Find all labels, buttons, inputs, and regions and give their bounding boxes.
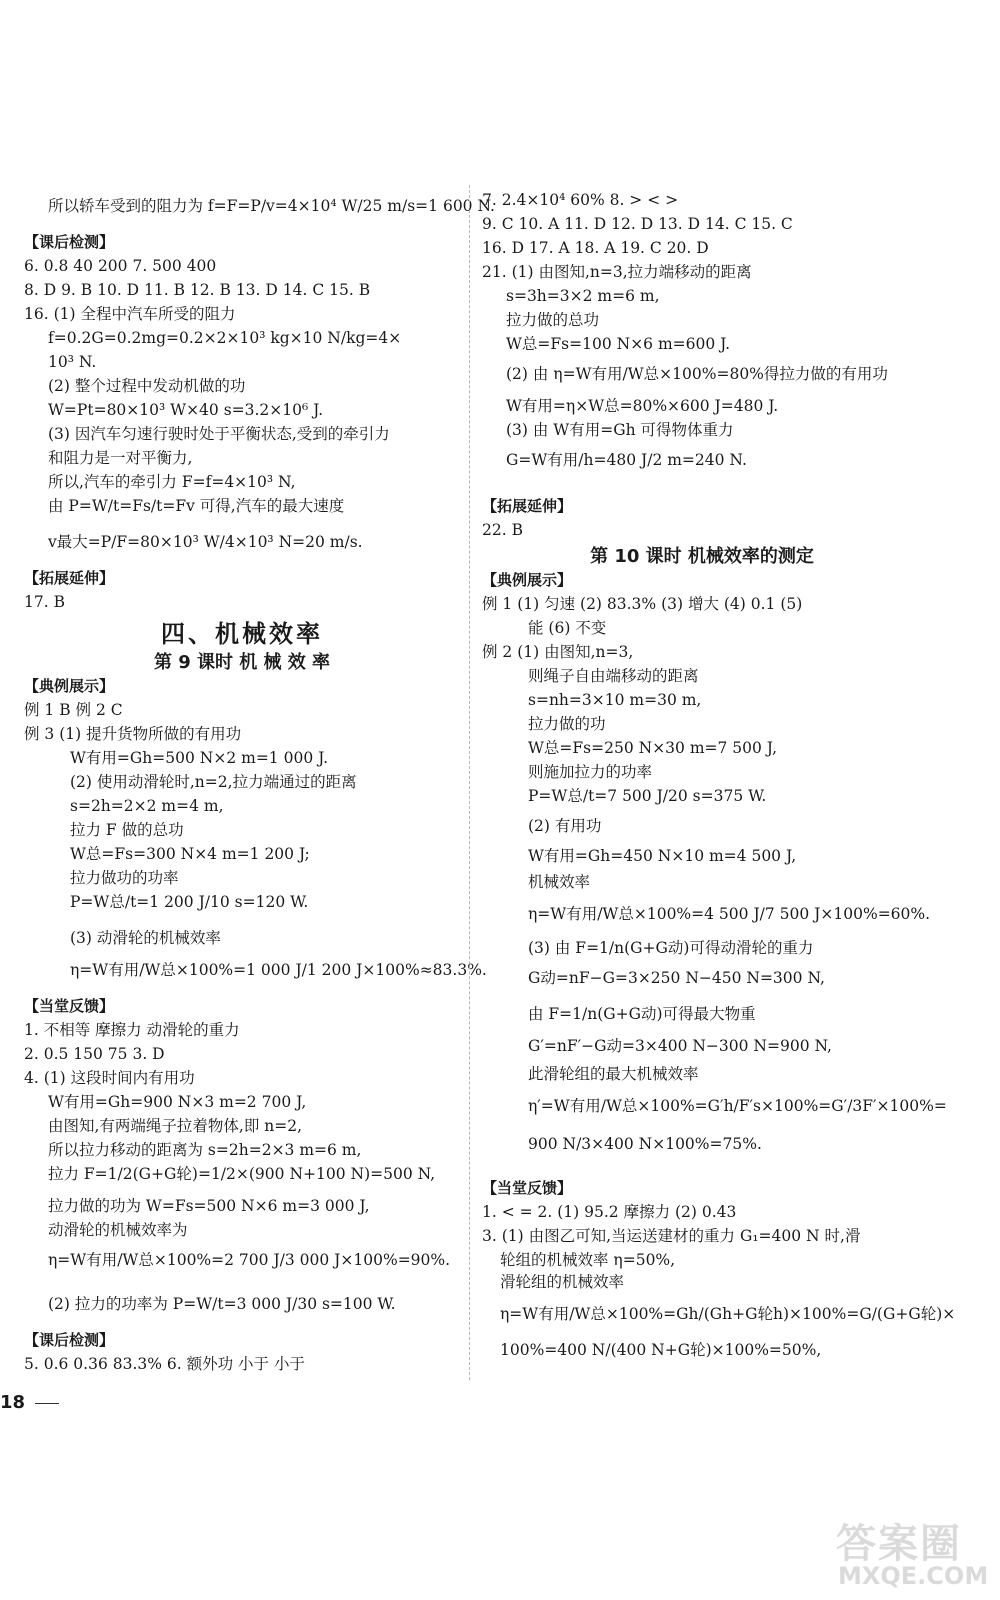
chapter-title: 四、机械效率 (161, 620, 323, 648)
answer-line: 拉力做功的功率 (70, 869, 179, 887)
answer-line: η=W有用/W总×100%=4 500 J/7 500 J×100%=60%. (528, 905, 931, 923)
answer-line: 10³ N. (48, 353, 97, 371)
answer-line: 动滑轮的机械效率为 (48, 1221, 188, 1239)
answer-line: 16. (1) 全程中汽车所受的阻力 (24, 305, 236, 323)
watermark-logo (836, 1512, 989, 1598)
answer-line: (2) 有用功 (528, 817, 602, 835)
answer-line: 由图知,有两端绳子拉着物体,即 n=2, (48, 1117, 303, 1135)
answer-line: 拉力 F=1/2(G+G轮)=1/2×(900 N+100 N)=500 N, (48, 1165, 436, 1183)
answer-line: 由 F=1/n(G+G动)可得最大物重 (528, 1005, 756, 1023)
answer-line: 900 N/3×400 N×100%=75%. (528, 1135, 762, 1153)
answer-line: 机械效率 (528, 873, 591, 891)
answer-line: 22. B (482, 521, 523, 539)
answer-line: W总=Fs=250 N×30 m=7 500 J, (528, 739, 778, 757)
answer-line: W有用=η×W总=80%×600 J=480 J. (506, 397, 779, 415)
answer-line: G动=nF−G=3×250 N−450 N=300 N, (528, 969, 825, 987)
answer-line: G=W有用/h=480 J/2 m=240 N. (506, 451, 747, 469)
answer-line: s=3h=3×2 m=6 m, (506, 287, 660, 305)
answer-line: W总=Fs=100 N×6 m=600 J. (506, 335, 731, 353)
answer-line: 17. B (24, 593, 65, 611)
answer-line: 所以轿车受到的阻力为 f=F=P/v=4×10⁴ W/25 m/s=1 600 N. (48, 197, 495, 215)
answer-line: 能 (6) 不变 (528, 619, 607, 637)
section-header: 【典例展示】 (24, 677, 115, 695)
answer-line: 8. D 9. B 10. D 11. B 12. B 13. D 14. C 15. B (24, 281, 371, 299)
section-header: 【课后检测】 (24, 233, 115, 251)
answer-line: (3) 动滑轮的机械效率 (70, 929, 221, 947)
answer-line: s=nh=3×10 m=30 m, (528, 691, 702, 709)
answer-line: 5. 0.6 0.36 83.3% 6. 额外功 小于 小于 (24, 1355, 305, 1373)
answer-line: W总=Fs=300 N×4 m=1 200 J; (70, 845, 310, 863)
lesson-title: 第 10 课时 机械效率的测定 (590, 546, 814, 567)
answer-line: W有用=Gh=450 N×10 m=4 500 J, (528, 847, 797, 865)
answer-line: 滑轮组的机械效率 (500, 1273, 625, 1291)
answer-line: η=W有用/W总×100%=Gh/(Gh+G轮h)×100%=G/(G+G轮)× (500, 1305, 956, 1323)
answer-line: η=W有用/W总×100%=1 000 J/1 200 J×100%≈83.3%. (70, 961, 487, 979)
column-divider (469, 185, 470, 1380)
page-number-text: 18 (0, 1392, 26, 1413)
answer-line: (2) 整个过程中发动机做的功 (48, 377, 246, 395)
answer-line: 拉力 F 做的总功 (70, 821, 184, 839)
answer-line: 4. (1) 这段时间内有用功 (24, 1069, 195, 1087)
answer-line: W有用=Gh=900 N×3 m=2 700 J, (48, 1093, 307, 1111)
answer-line: (3) 由 W有用=Gh 可得物体重力 (506, 421, 734, 439)
answer-line: 6. 0.8 40 200 7. 500 400 (24, 257, 217, 275)
answer-line: P=W总/t=7 500 J/20 s=375 W. (528, 787, 767, 805)
answer-line: (3) 因汽车匀速行驶时处于平衡状态,受到的牵引力 (48, 425, 390, 443)
answer-line: 此滑轮组的最大机械效率 (528, 1065, 699, 1083)
answer-line: 例 1 B 例 2 C (24, 701, 123, 719)
answer-line: f=0.2G=0.2mg=0.2×2×10³ kg×10 N/kg=4× (48, 329, 402, 347)
answer-line: 拉力做的总功 (506, 311, 600, 329)
answer-line: 例 2 (1) 由图知,n=3, (482, 643, 634, 661)
answer-line: W有用=Gh=500 N×2 m=1 000 J. (70, 749, 329, 767)
answer-line: (2) 由 η=W有用/W总×100%=80%得拉力做的有用功 (506, 365, 888, 383)
answer-line: G′=nF′−G动=3×400 N−300 N=900 N, (528, 1037, 832, 1055)
answer-line: 则施加拉力的功率 (528, 763, 653, 781)
answer-line: 则绳子自由端移动的距离 (528, 667, 699, 685)
answer-line: P=W总/t=1 200 J/10 s=120 W. (70, 893, 309, 911)
answer-line: (2) 使用动滑轮时,n=2,拉力端通过的距离 (70, 773, 357, 791)
answer-line: s=2h=2×2 m=4 m, (70, 797, 224, 815)
answer-line: 9. C 10. A 11. D 12. D 13. D 14. C 15. C (482, 215, 793, 233)
answer-line: 7. 2.4×10⁴ 60% 8. > < > (482, 191, 679, 209)
answer-line: 16. D 17. A 18. A 19. C 20. D (482, 239, 709, 257)
answer-line: v最大=P/F=80×10³ W/4×10³ N=20 m/s. (48, 533, 363, 551)
section-header: 【典例展示】 (482, 571, 573, 589)
answer-line: 轮组的机械效率 η=50%, (500, 1251, 676, 1269)
answer-line: (2) 拉力的功率为 P=W/t=3 000 J/30 s=100 W. (48, 1295, 396, 1313)
section-header: 【课后检测】 (24, 1331, 115, 1349)
answer-line: 1. 不相等 摩擦力 动滑轮的重力 (24, 1021, 240, 1039)
watermark-text: 答案圈 (836, 1521, 962, 1567)
section-header: 【拓展延伸】 (482, 497, 573, 515)
page-number (0, 1392, 59, 1413)
answer-line: η′=W有用/W总×100%=G′h/F′s×100%=G′/3F′×100%= (528, 1097, 947, 1115)
answer-line: 100%=400 N/(400 N+G轮)×100%=50%, (500, 1341, 822, 1359)
answer-line: 21. (1) 由图知,n=3,拉力端移动的距离 (482, 263, 752, 281)
section-header: 【当堂反馈】 (24, 997, 115, 1015)
answer-line: 例 1 (1) 匀速 (2) 83.3% (3) 增大 (4) 0.1 (5) (482, 595, 803, 613)
answer-line: η=W有用/W总×100%=2 700 J/3 000 J×100%=90%. (48, 1251, 451, 1269)
lesson-title: 第 9 课时 机 械 效 率 (153, 652, 331, 673)
answer-line: 拉力做的功为 W=Fs=500 N×6 m=3 000 J, (48, 1197, 370, 1215)
answer-line: 1. < = 2. (1) 95.2 摩擦力 (2) 0.43 (482, 1203, 737, 1221)
answer-line: 拉力做的功 (528, 715, 606, 733)
answer-line: 例 3 (1) 提升货物所做的有用功 (24, 725, 242, 743)
answer-line: (3) 由 F=1/n(G+G动)可得动滑轮的重力 (528, 939, 814, 957)
answer-line: 3. (1) 由图乙可知,当运送建材的重力 G₁=400 N 时,滑 (482, 1227, 861, 1245)
section-header: 【当堂反馈】 (482, 1179, 573, 1197)
answer-line: 2. 0.5 150 75 3. D (24, 1045, 165, 1063)
page-number-rule (35, 1403, 59, 1404)
answer-line: 所以,汽车的牵引力 F=f=4×10³ N, (48, 473, 296, 491)
answer-line: 所以拉力移动的距离为 s=2h=2×3 m=6 m, (48, 1141, 362, 1159)
watermark-url: MXQE.COM (838, 1562, 989, 1590)
answer-line: W=Pt=80×10³ W×40 s=3.2×10⁶ J. (48, 401, 324, 419)
section-header: 【拓展延伸】 (24, 569, 115, 587)
answer-line: 由 P=W/t=Fs/t=Fv 可得,汽车的最大速度 (48, 497, 345, 515)
answer-line: 和阻力是一对平衡力, (48, 449, 193, 467)
